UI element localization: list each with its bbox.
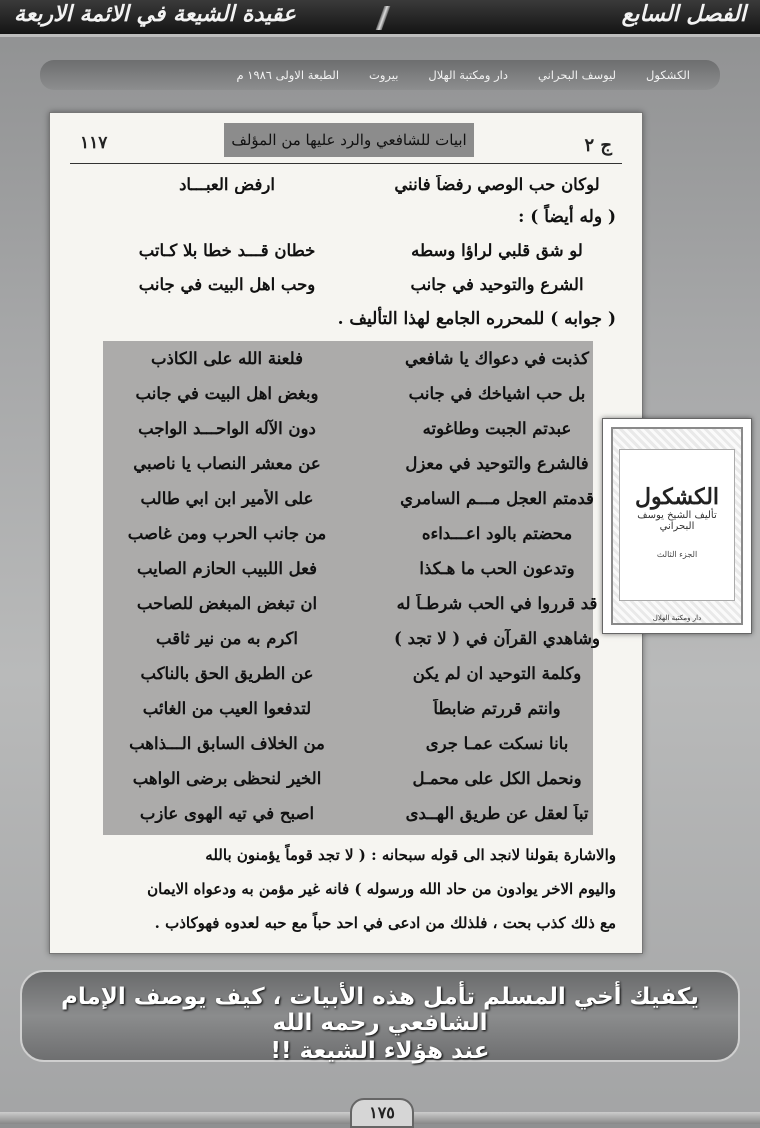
verse-line (102, 489, 622, 508)
hemistich-right: وكلمة التوحيد ان لم يكن (412, 664, 582, 683)
scan-header (70, 123, 622, 164)
hemistich-left: من جانب الحرب ومن غاصب (127, 524, 327, 543)
closing-line: واليوم الاخر يوادون من حاد الله ورسوله ) فانه غير مؤمن به ودعواه الايمان (147, 880, 616, 898)
source-bar (40, 60, 720, 90)
hemistich-left: دون الآله الواحـــد الواجب (138, 419, 316, 438)
source-city: بيروت (369, 68, 399, 82)
verse-line (102, 454, 622, 473)
hemistich-left: خطان قـــد خطا بلا كـاتب (138, 241, 316, 260)
closing-line: مع ذلك كذب بحت ، فلذلك من ادعى في احد حباً مع حبه لعدوه فهوكاذب . (154, 914, 616, 932)
verse-line (102, 664, 622, 683)
verse-line (102, 559, 622, 578)
hemistich-left: لتدفعوا العيب من الغائب (142, 699, 312, 718)
hemistich-right: فالشرع والتوحيد في معزل (405, 454, 589, 473)
hemistich-right: وتدعون الحب ما هـكذا (419, 559, 575, 578)
book-title: عقيدة الشيعة في الائمة الاربعة (14, 2, 297, 27)
verse-line (102, 699, 622, 718)
scan-volume: ج ٢ (584, 135, 612, 156)
scan-title: ابيات للشافعي والرد عليها من المؤلف (224, 123, 474, 157)
intro-heading: ( وله أيضاً ) : (518, 207, 616, 227)
cover-volume: الجزء الثالث (656, 550, 698, 559)
intro-verse (102, 275, 622, 294)
header-divider (376, 6, 391, 30)
source-publisher: دار ومكتبة الهلال (428, 68, 508, 82)
cover-author: تأليف الشيخ يوسف البحراني (637, 510, 717, 532)
hemistich-right: محضتم بالود اعـــداءه (421, 524, 573, 543)
hemistich-right: وشاهدي القرآن في ( لا تجد ) (394, 629, 600, 648)
hemistich-right: كذبت في دعواك يا شافعي (405, 349, 589, 368)
hemistich-left: عن الطريق الحق بالناكب (140, 664, 314, 683)
hemistich-right: لوكان حب الوصي رفضاً فانني (394, 175, 600, 194)
commentary-line-2: عند هؤلاء الشيعة !! (270, 1038, 490, 1064)
hemistich-left: ان تبغض المبغض للصاحب (136, 594, 318, 613)
hemistich-right: الشرع والتوحيد في جانب (410, 275, 584, 294)
cover-panel (619, 449, 735, 622)
hemistich-right: قد قرروا في الحب شرطـاً له (396, 594, 598, 613)
hemistich-left: الخير لنحظى برضى الواهب (132, 769, 322, 788)
top-header-bar (0, 0, 760, 37)
hemistich-left: على الأمير ابن ابي طالب (140, 489, 314, 508)
scan-page-number: ١١٧ (80, 133, 108, 153)
cover-publisher: دار ومكتبة الهلال (652, 614, 702, 622)
chapter-title: الفصل السابع (621, 2, 746, 27)
hemistich-left: وحب اهل البيت في جانب (138, 275, 316, 294)
verse-line (102, 524, 622, 543)
intro-verse (102, 175, 622, 194)
hemistich-left: من الخلاف السابق الـــذاهب (129, 734, 325, 753)
intro-verse (102, 241, 622, 260)
closing-line: والاشارة بقولنا لانجد الى قوله سبحانه : ( لا تجد قوماً يؤمنون بالله (205, 846, 616, 864)
cover-title: الكشكول (634, 484, 720, 510)
hemistich-left: ارفض العبـــاد (179, 175, 275, 194)
page-number: ١٧٥ (350, 1098, 414, 1128)
hemistich-left: وبغض اهل البيت في جانب (135, 384, 319, 403)
highlight-box (103, 341, 593, 835)
hemistich-left: اكرم به من نير ثاقب (156, 629, 298, 648)
verse-line (102, 384, 622, 403)
verse-line (102, 769, 622, 788)
verse-line (102, 419, 622, 438)
commentary-line-1: يكفيك أخي المسلم تأمل هذه الأبيات ، كيف يوصف الإمام الشافعي رحمه الله (61, 984, 699, 1036)
verse-line (102, 349, 622, 368)
hemistich-right: لو شق قلبي لراؤا وسطه (411, 241, 583, 260)
scanned-page (49, 112, 643, 954)
hemistich-right: ونحمل الكل على محمـل (412, 769, 582, 788)
verse-line (102, 594, 622, 613)
hemistich-left: فلعنة الله على الكاذب (151, 349, 303, 368)
hemistich-right: عبدتم الجبت وطاغوته (422, 419, 572, 438)
hemistich-right: قدمتم العجل مـــم السامري (400, 489, 594, 508)
book-cover-image (602, 418, 752, 634)
commentary-banner (20, 970, 740, 1062)
verse-line (102, 804, 622, 823)
hemistich-left: اصبح في تيه الهوى عازب (139, 804, 315, 823)
verse-line (102, 734, 622, 753)
verse-line (102, 629, 622, 648)
source-author: ليوسف البحراني (538, 68, 617, 82)
hemistich-right: تباً لعقل عن طريق الهــدى (405, 804, 589, 823)
hemistich-right: وانتم قررتم ضابطاً (433, 699, 561, 718)
source-edition: الطبعة الاولى ١٩٨٦ م (236, 68, 340, 82)
hemistich-right: بل حب اشياخك في جانب (408, 384, 586, 403)
hemistich-left: عن معشر النصاب يا ناصبي (133, 454, 321, 473)
hemistich-left: فعل اللبيب الحازم الصايب (136, 559, 318, 578)
intro-heading: ( جوابه ) للمحرره الجامع لهذا التأليف . (337, 309, 616, 329)
hemistich-right: بانا نسكت عمـا جرى (425, 734, 569, 753)
source-book: الكشكول (646, 68, 690, 82)
